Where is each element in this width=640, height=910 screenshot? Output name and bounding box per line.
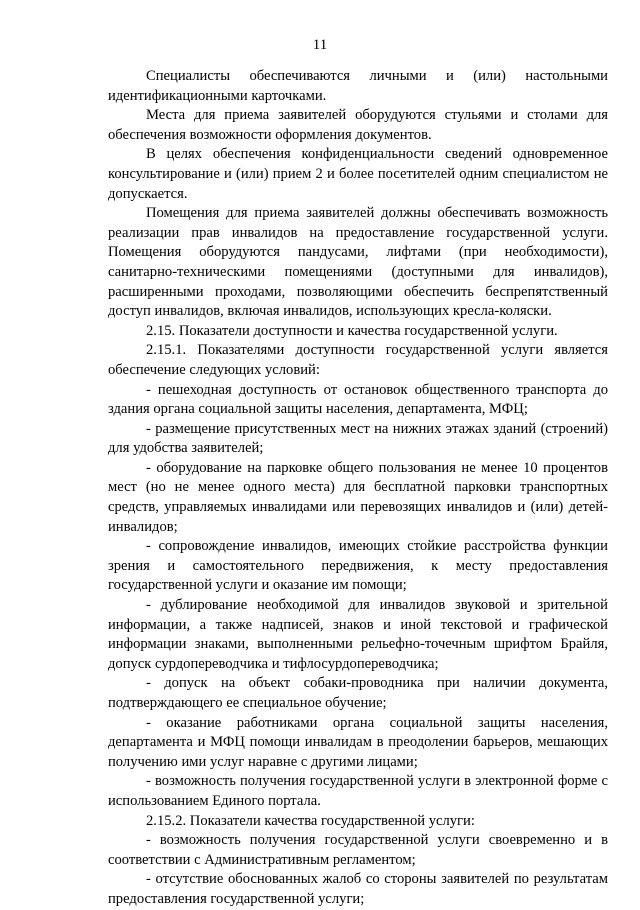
list-item-lower-floors: - размещение присутственных мест на нижних этажах зданий (строений) для удобства заявителей;	[108, 420, 608, 457]
section-heading-2-15: 2.15. Показатели доступности и качества государственной услуги.	[146, 322, 558, 339]
paragraph-disability-access: Помещения для приема заявителей должны обеспечивать возможность реализации прав инвалидов на предоставление государственной услуги. Помещения оборудуются пандусами, лифтами (при необходимости), санитарно-техническими помещениями (доступными для инвалидов), расширенными проходами, позволяющими обеспечить беспрепятственный доступ инвалидов, включая инвалидов, использующих кресла-коляски.	[108, 205, 608, 320]
list-item-escort: - сопровождение инвалидов, имеющих стойкие расстройства функции зрения и самостоятельного передвижения, к месту предоставления государственной услуги и оказание им помощи;	[108, 538, 608, 594]
list-item-timely-service: - возможность получения государственной услуги своевременно и в соответствии с Административным регламентом;	[108, 832, 608, 868]
section-heading-2-15-1: 2.15.1. Показателями доступности государственной услуги является обеспечение следующих условий:	[108, 342, 608, 378]
paragraph-reception-furniture: Места для приема заявителей оборудуются стульями и столами для обеспечения возможности оформления документов.	[108, 107, 608, 143]
document-body	[108, 67, 608, 910]
paragraph-specialists-id-cards: Специалисты обеспечиваются личными и (или) настольными идентификационными карточками.	[108, 68, 608, 104]
list-item-electronic-form: - возможность получения государственной услуги в электронной форме с использованием Единого портала.	[108, 773, 608, 809]
list-item-guide-dog: - допуск на объект собаки-проводника при наличии документа, подтверждающего ее специальное обучение;	[108, 675, 608, 711]
list-item-braille: - дублирование необходимой для инвалидов звуковой и зрительной информации, а также надписей, знаков и иной текстовой и графической информации знаками, выполненными рельефно-точечным шрифтом Брайля, допуск сурдопереводчика и тифлосурдопереводчика;	[108, 597, 608, 672]
page-number: 11	[312, 37, 328, 53]
section-heading-2-15-2: 2.15.2. Показатели качества государственной услуги:	[146, 812, 475, 829]
list-item-no-complaints: - отсутствие обоснованных жалоб со стороны заявителей по результатам предоставления государственной услуги;	[108, 871, 608, 907]
list-item-pedestrian-access: - пешеходная доступность от остановок общественного транспорта до здания органа социальной защиты населения, департамента, МФЦ;	[108, 381, 608, 418]
paragraph-confidentiality: В целях обеспечения конфиденциальности сведений одновременное консультирование и (или) прием 2 и более посетителей одним специалистом не допускается.	[108, 146, 608, 202]
list-item-parking: - оборудование на парковке общего пользования не менее 10 процентов мест (но не менее одного места) для бесплатной парковки транспортных средств, управляемых инвалидами или перевозящих инвалидов и (или) детей-инвалидов;	[108, 459, 608, 535]
list-item-staff-assistance: - оказание работниками органа социальной защиты населения, департамента и МФЦ помощи инвалидам в преодолении барьеров, мешающих получению ими услуг наравне с другими лицами;	[108, 714, 608, 770]
